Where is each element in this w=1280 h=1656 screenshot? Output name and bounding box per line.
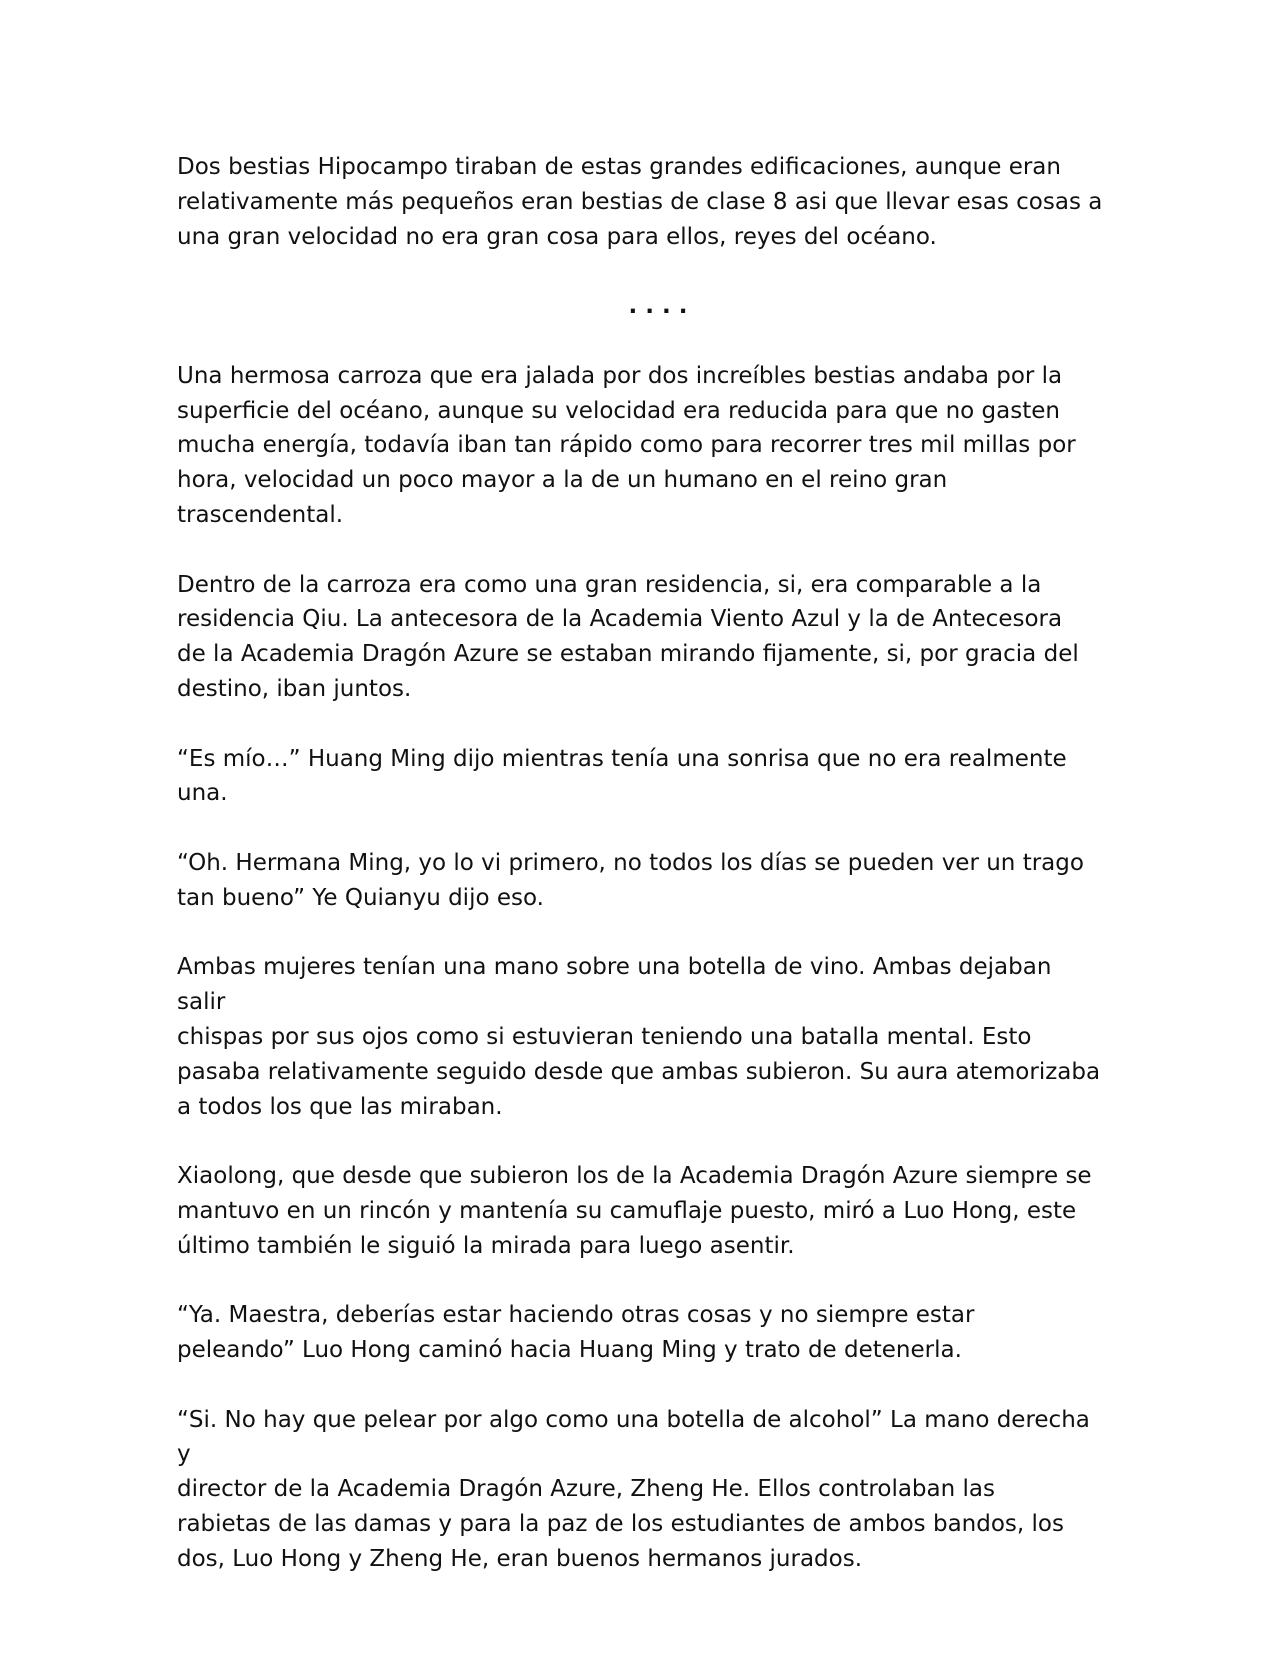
paragraph: “Si. No hay que pelear por algo como una botella de alcohol” La mano derecha y director de la Academia Dragón Azure, Zheng He. Ellos controlaban las rabietas de las damas y para la paz de los estudiantes de ambos bandos, los dos, Luo Hong y Zheng He, eran buenos hermanos jurados.: [177, 1406, 1090, 1572]
paragraph: Xiaolong, que desde que subieron los de la Academia Dragón Azure siempre se mantuvo en un rincón y mantenía su camuflaje puesto, miró a Luo Hong, este último también le siguió la mirada para luego asentir.: [177, 1163, 1092, 1259]
paragraph: Dentro de la carroza era como una gran residencia, si, era comparable a la residencia Qiu. La antecesora de la Academia Viento Azul y la de Antecesora de la Academia Dragón Azure se estaban mirando fijamente, si, por gracia del destino, iban juntos.: [177, 571, 1079, 702]
paragraph: “Ya. Maestra, deberías estar haciendo otras cosas y no siempre estar peleando” Luo Hong caminó hacia Huang Ming y trato de detenerla.: [177, 1302, 975, 1364]
paragraph: Ambas mujeres tenían una mano sobre una botella de vino. Ambas dejaban salir chispas por sus ojos como si estuvieran teniendo una batalla mental. Esto pasaba relativamente seguido desde que ambas subieron. Su aura atemorizaba a todos los que las miraban.: [177, 954, 1101, 1120]
paragraph-intro: Dos bestias Hipocampo tiraban de estas grandes edificaciones, aunque eran relativamente más pequeños eran bestias de clase 8 asi que llevar esas cosas a una gran velocidad no era gran cosa para ellos, reyes del océano.: [177, 154, 1103, 250]
scene-separator: ....: [628, 293, 696, 320]
text-column: [177, 150, 1107, 1611]
paragraph: “Es mío…” Huang Ming dijo mientras tenía una sonrisa que no era realmente una.: [177, 745, 1067, 807]
paragraph: Una hermosa carroza que era jalada por dos increíbles bestias andaba por la superficie del océano, aunque su velocidad era reducida para que no gasten mucha energía, todavía iban tan rápido como para recorrer tres mil millas por hora, velocidad un poco mayor a la de un humano en el reino gran trascendental.: [177, 362, 1076, 528]
paragraph: “Oh. Hermana Ming, yo lo vi primero, no todos los días se pueden ver un trago tan bueno” Ye Quianyu dijo eso.: [177, 849, 1084, 911]
